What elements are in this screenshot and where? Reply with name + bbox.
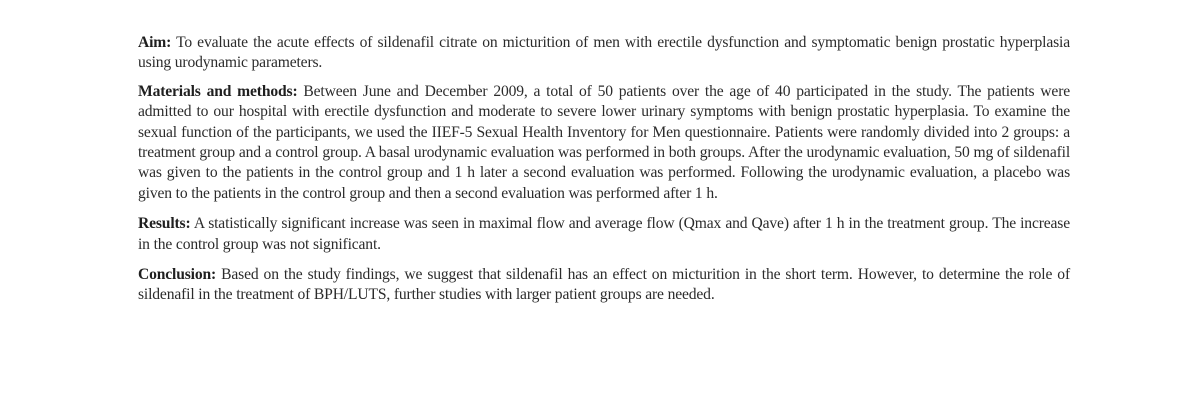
aim-text: To evaluate the acute effects of sildenafil citrate on micturition of men with erectile dysfunction and symptomatic benign prostatic hyperplasia using urodynamic parameters.: [138, 34, 1070, 72]
aim-paragraph: [138, 33, 1070, 74]
methods-paragraph: [138, 82, 1070, 204]
conclusion-paragraph: [138, 265, 1070, 306]
aim-label: Aim:: [138, 34, 172, 51]
methods-text: Between June and December 2009, a total of 50 patients over the age of 40 participated in the study. The patients were admitted to our hospital with erectile dysfunction and moderate to severe lower urinary symptoms with benign prostatic hyperplasia. To examine the sexual function of the participants, we used the IIEF-5 Sexual Health Inventory for Men questionnaire. Patients were randomly divided into 2 groups: a treatment group and a control group. A basal urodynamic evaluation was performed in both groups. After the urodynamic evaluation, 50 mg of sildenafil was given to the patients in the control group and 1 h later a second evaluation was performed. Following the urodynamic evaluation, a placebo was given to the patients in the control group and then a second evaluation was performed after 1 h.: [138, 82, 1071, 202]
results-text: A statistically significant increase was seen in maximal flow and average flow (Qmax and Qave) after 1 h in the treatment group. The increase in the control group was not significant.: [138, 215, 1071, 253]
abstract-body: [138, 33, 1070, 314]
results-label: Results:: [138, 215, 191, 233]
conclusion-label: Conclusion:: [138, 266, 217, 284]
methods-label: Materials and methods:: [138, 82, 298, 100]
conclusion-text: Based on the study findings, we suggest that sildenafil has an effect on micturition in the short term. However, to determine the role of sildenafil in the treatment of BPH/LUTS, further studies with larger patient groups are needed.: [138, 266, 1070, 304]
results-paragraph: [138, 214, 1070, 255]
